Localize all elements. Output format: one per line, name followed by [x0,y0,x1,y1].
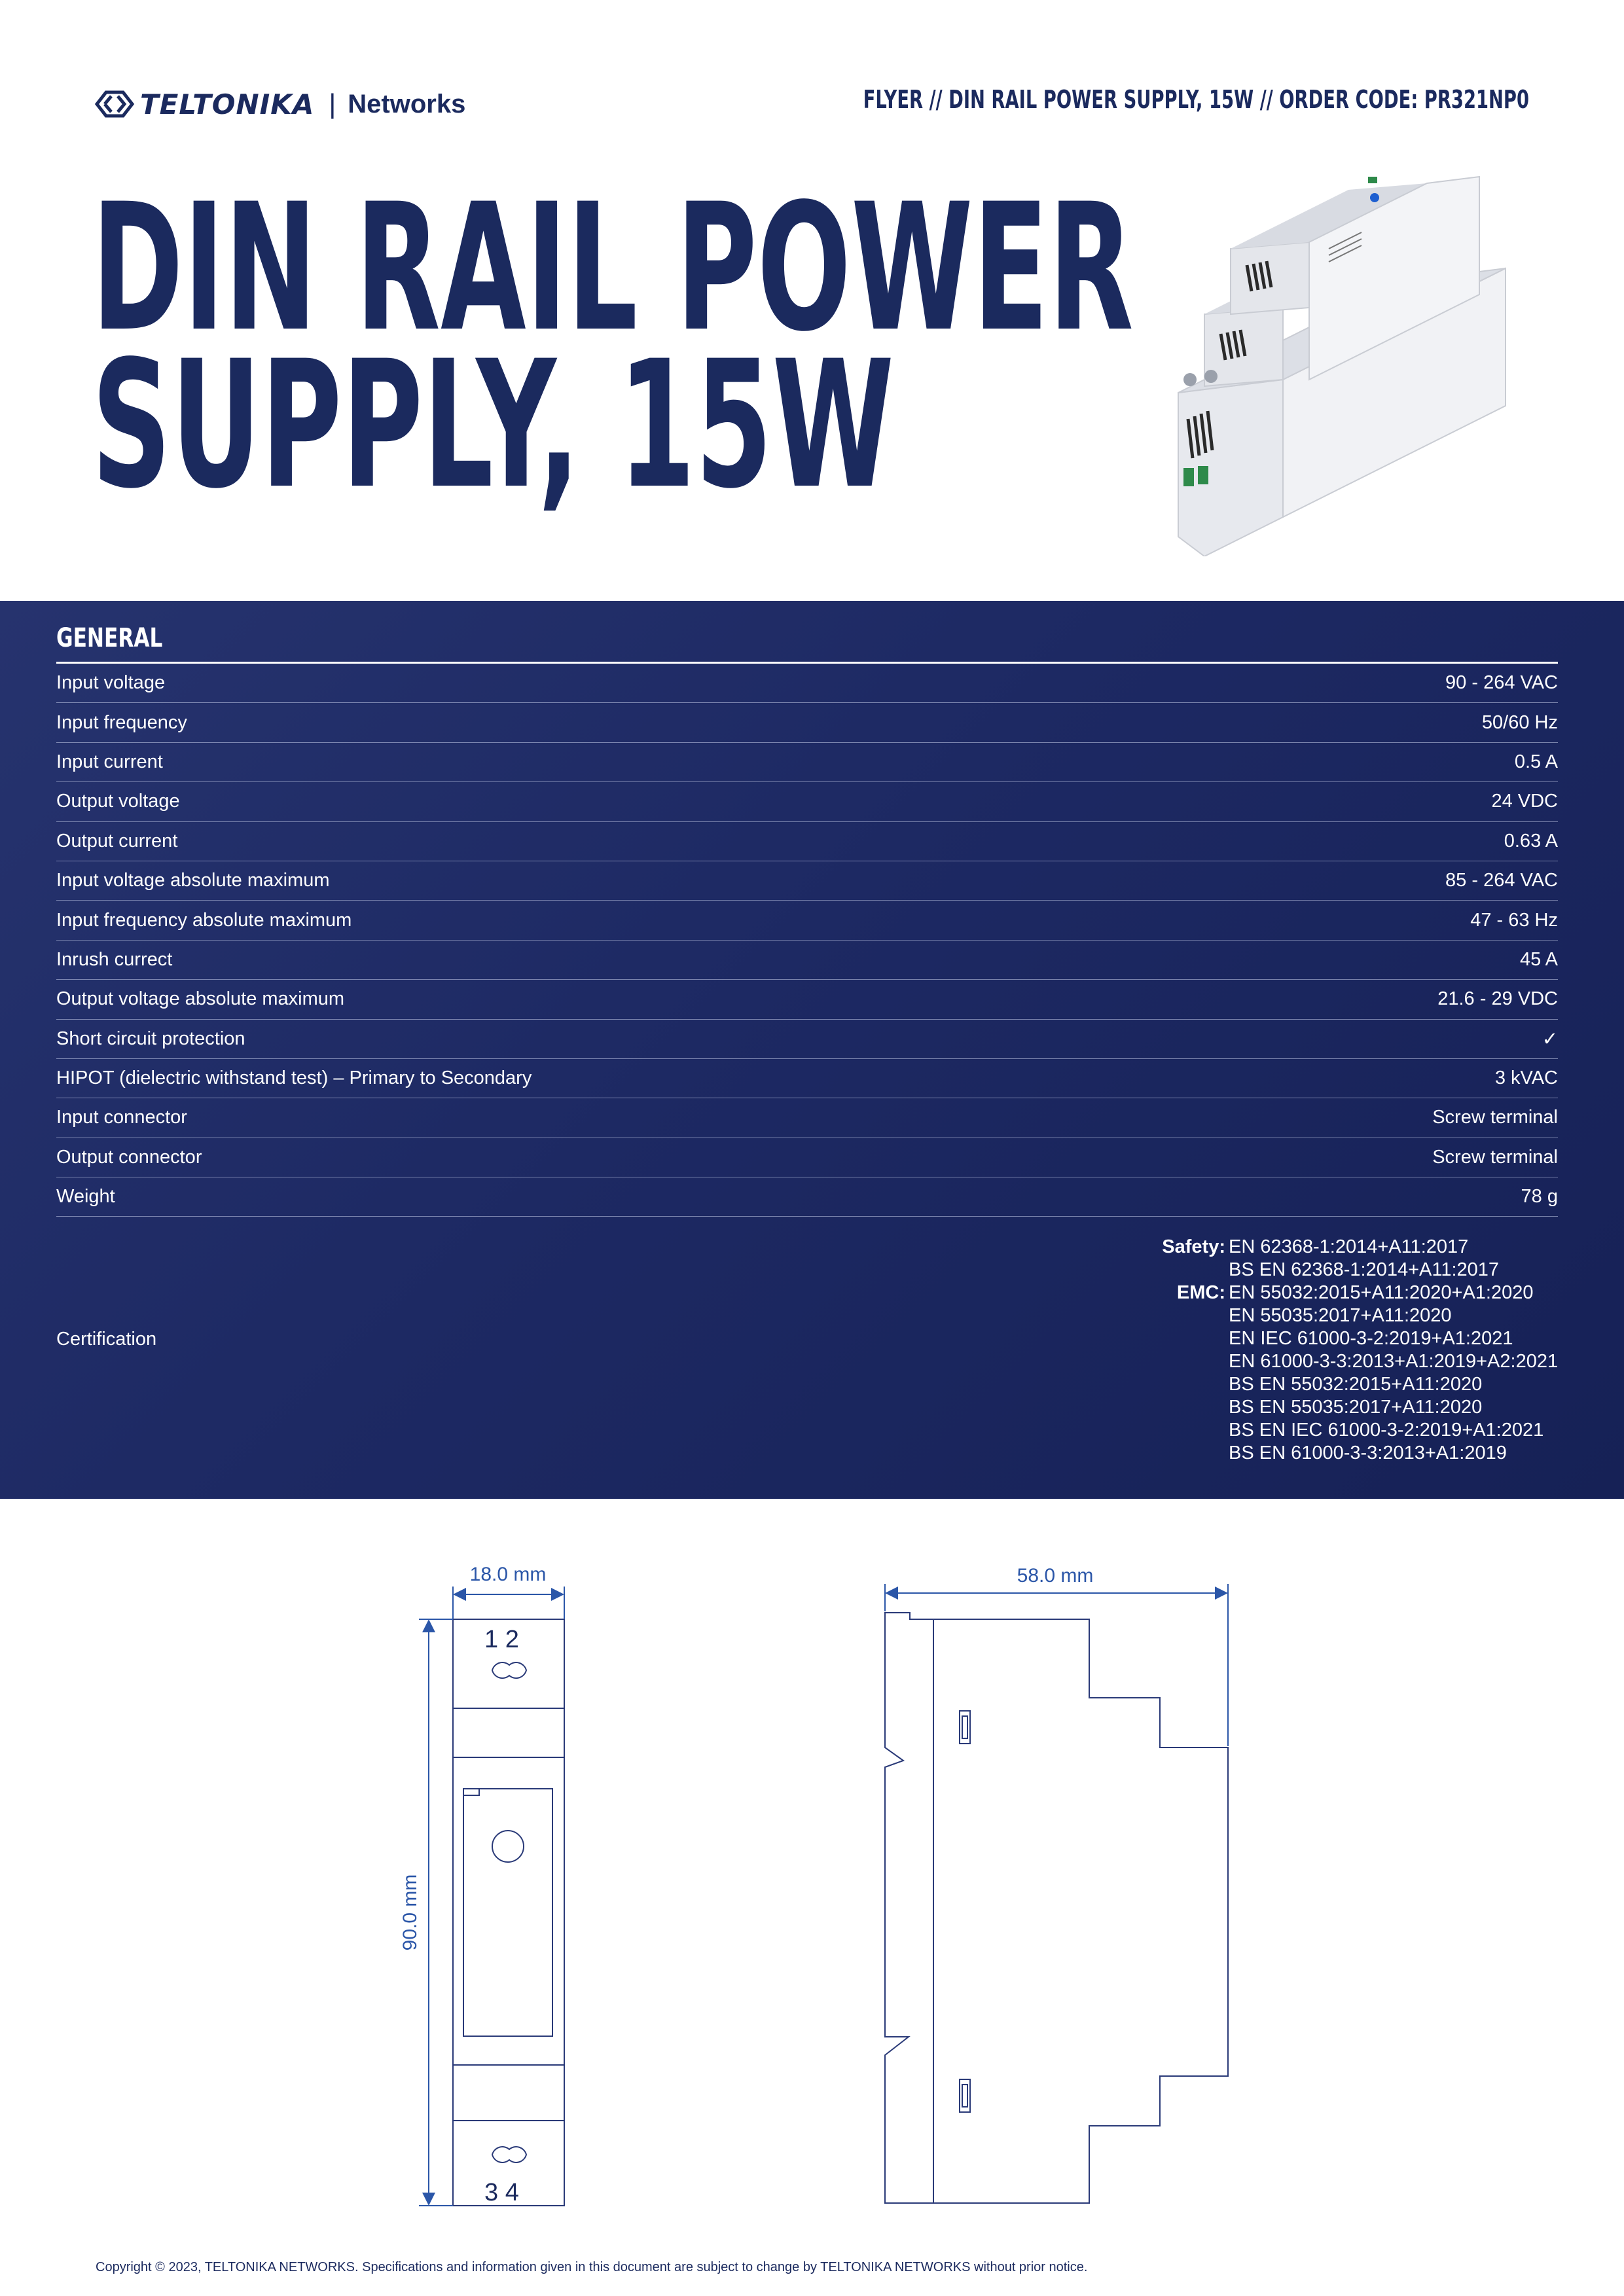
brand-name: TELTONIKA [140,88,315,120]
spec-value: 47 - 63 Hz [1470,909,1558,931]
dimension-drawing [0,1525,1624,2245]
spec-row [56,1020,1558,1059]
spec-label: HIPOT (dielectric withstand test) – Primary to Secondary [56,1067,532,1089]
spec-label: Input voltage absolute maximum [56,870,330,891]
spec-row [56,822,1558,861]
spec-value: 90 - 264 VAC [1445,672,1558,694]
spec-row [56,980,1558,1019]
spec-row [56,782,1558,821]
safety-key: Safety: [1162,1236,1225,1257]
side-width-label: 58.0 mm [1017,1565,1094,1587]
spec-label: Input voltage [56,672,166,694]
spec-value: 3 kVAC [1494,1067,1558,1089]
brand-division: Networks [348,89,466,118]
spec-label: Output voltage absolute maximum [56,988,345,1010]
spec-value: 85 - 264 VAC [1445,870,1558,891]
title-line-1: DIN RAIL POWER [92,166,1134,370]
spec-label: Input current [56,751,163,772]
spec-row [56,941,1558,980]
spec-label: Output voltage [56,791,180,812]
spec-row [56,1138,1558,1177]
spec-value: 0.5 A [1514,751,1558,772]
header [92,77,1532,130]
emc-key: EMC: [1176,1282,1225,1303]
standard-item: BS EN 55032:2015+A11:2020 [1229,1374,1483,1395]
spec-label: Short circuit protection [56,1028,245,1049]
page-title [92,166,1134,528]
spec-label: Inrush currect [56,948,173,970]
front-view [453,1619,564,2206]
certification-keys [1106,1236,1225,1304]
spec-label: Input frequency absolute maximum [56,909,352,931]
spec-value: 45 A [1519,948,1558,970]
spec-label: Input frequency [56,711,187,733]
certification-label: Certification [56,1329,157,1350]
product-image [1152,164,1519,556]
spec-row [56,664,1558,703]
height-label: 90.0 mm [399,1874,421,1951]
spec-value: 78 g [1521,1186,1558,1208]
standard-item: EN 62368-1:2014+A11:2017 [1229,1236,1469,1257]
spec-row [56,703,1558,742]
spec-label: Weight [56,1186,115,1208]
front-width-label: 18.0 mm [469,1564,547,1585]
title-line-2: SUPPLY, 15W [92,323,894,528]
spec-value: 24 VDC [1491,791,1558,812]
spec-value: Screw terminal [1432,1107,1558,1128]
standard-item: BS EN 61000-3-3:2013+A1:2019 [1229,1443,1507,1463]
spec-row [56,1098,1558,1138]
standard-item: EN 55035:2017+A11:2020 [1229,1305,1452,1326]
check-icon: ✓ [1542,1028,1558,1050]
spec-label: Output connector [56,1146,202,1168]
spec-label: Input connector [56,1107,187,1128]
flyer-order-code: FLYER // DIN RAIL POWER SUPPLY, 15W // ORDER CODE: PR321NP0 [863,85,1529,114]
spec-label: Output current [56,830,178,852]
spec-value: 50/60 Hz [1481,711,1558,733]
standard-item: EN IEC 61000-3-2:2019+A1:2021 [1229,1328,1513,1349]
terminal-label-top: 1 2 [484,1626,519,1653]
teltonika-logo-mark-icon [92,84,137,124]
spec-row [56,743,1558,782]
standard-item: BS EN IEC 61000-3-2:2019+A1:2021 [1229,1420,1544,1441]
teltonika-logo [92,81,465,127]
spec-row [56,901,1558,940]
spec-row [56,1059,1558,1098]
spec-table [56,664,1558,1217]
copyright-notice: Copyright © 2023, TELTONIKA NETWORKS. Specifications and information given in this document are subject to change by TELTONIKA NETWORKS without prior notice. [96,2260,1088,2274]
standard-item: BS EN 62368-1:2014+A11:2017 [1229,1259,1500,1280]
section-title: GENERAL [56,623,163,653]
standard-item: EN 61000-3-3:2013+A1:2019+A2:2021 [1229,1351,1559,1372]
side-view [885,1613,1228,2203]
spec-value: 0.63 A [1504,830,1558,852]
standard-item: EN 55032:2015+A11:2020+A1:2020 [1229,1282,1534,1303]
brand-separator: | [329,88,336,119]
spec-value: 21.6 - 29 VDC [1437,988,1558,1010]
spec-row [56,1177,1558,1217]
standard-item: BS EN 55035:2017+A11:2020 [1229,1397,1483,1418]
certification-standards [1229,1236,1569,1465]
terminal-label-bottom: 3 4 [484,2179,519,2206]
spec-row [56,861,1558,901]
spec-value: Screw terminal [1432,1146,1558,1168]
